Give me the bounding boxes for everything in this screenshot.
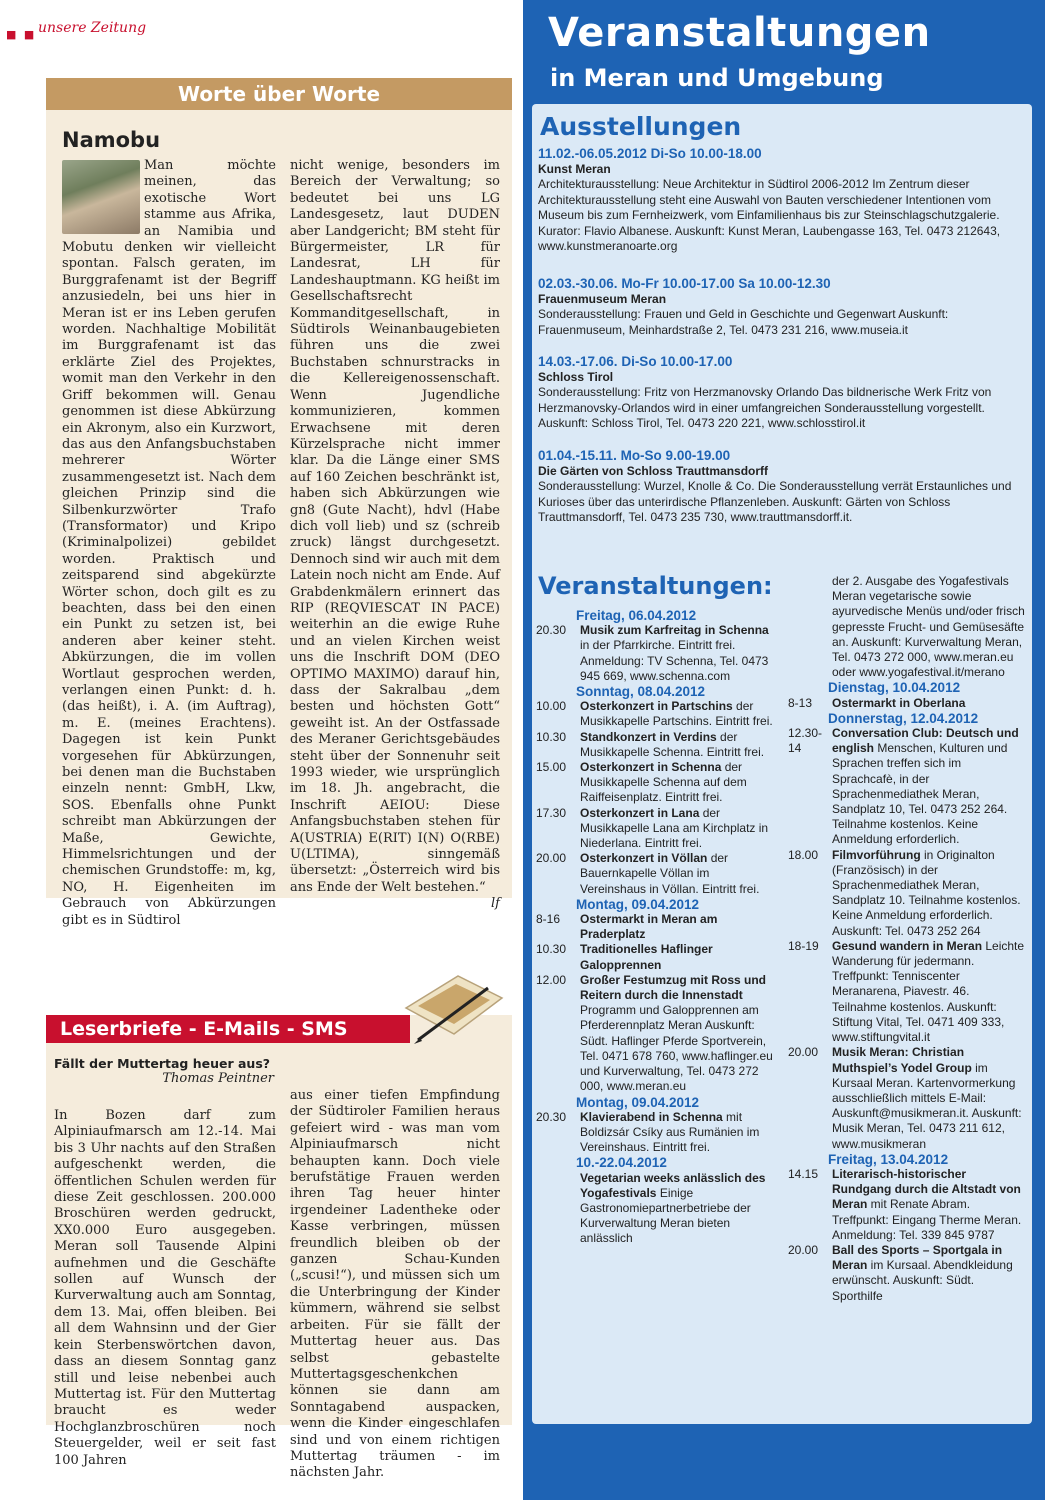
event-body (832, 726, 1026, 848)
event-time: 20.00 (788, 1242, 819, 1257)
letter-author: Thomas Peintner (162, 1071, 274, 1086)
exhibition-date: 11.02.-06.05.2012 Di-So 10.00-18.00 (538, 146, 762, 161)
event-body (832, 1167, 1026, 1243)
event-time: 10.30 (536, 942, 567, 957)
event-body (832, 848, 1026, 939)
worte-column-2 (290, 158, 500, 913)
event-title: Conversation Club: Deutsch und english (832, 726, 1019, 756)
event-body (580, 1171, 776, 1247)
event-time (536, 1171, 580, 1247)
event-item (788, 939, 1026, 1045)
event-text: im Kursaal Meran. Kartenvormerkung ausschließlich mittels E-Mail: Auskunft@musikmeran.it. Auskunft: Musik Meran, Tel. 0473 211 612, www.musikmeran (832, 1060, 1022, 1151)
event-body (580, 699, 776, 729)
event-time: 17.30 (536, 805, 567, 820)
events-column-1 (536, 608, 776, 1247)
event-time: 14.15 (788, 1166, 819, 1181)
leser-text-2: aus einer tiefen Empfindung der Südtiroler Familien heraus gefeiert wird - was man vom Alpiniaufmarsch nicht behaupten kann. Doch viele berufstätige Frauen werden ihren Tag heuer hinter irgendeiner Ladentheke oder Kasse verbringen, müssen freundlich bleiben ob der ganzen Schau-Kunden („scusi!“), und müssen sich um die Unterbringung der Kinder kümmern, während sie selbst arbeiten. Für sie fällt der Muttertag heuer aus. Das selbst gebastelte Muttertagsgeschenkchen können sie dann am Sonntagabend auspacken, wenn die Kinder eingeschlafen sind und von einem richtigen Muttertag träumen - im nächsten Jahr. (290, 1088, 500, 1481)
event-item (788, 726, 1026, 848)
exhibition-text: Architekturausstellung: Neue Architektur in Südtirol 2006-2012 Im Zentrum dieser Architekturausstellung steht eine Auswahl von Bauten verschiedener Intentionen vom Museum bis zum Fernheizwerk, vom Einfamilienhaus bis zur Steinschlagschutzgalerie. Kurator: Flavio Albanese. Auskunft: Kunst Meran, Laubengasse 163, Tel. 0473 212643, www.kunstmeranoarte.org (538, 177, 1001, 253)
photo-spacer (62, 158, 144, 236)
event-text: Menschen, Kulturen und Sprachen treffen sich im Sprachcafè, in der Sprachenmediathek Meran, Sandplatz 10, Tel. 0473 252 264. Teilnahme kostenlos. Keine Anmeldung erforderlich. (832, 741, 1008, 847)
event-time: 18-19 (788, 938, 819, 953)
event-day-heading: Donnerstag, 12.04.2012 (828, 710, 979, 726)
event-text: im Kursaal. Abendkleidung erwünscht. Auskunft: Südt. Sporthilfe (832, 1258, 1013, 1303)
event-body (580, 942, 776, 972)
exhibition-item (538, 276, 1026, 338)
event-time: 18.00 (788, 847, 819, 862)
letter-headline: Fällt der Muttertag heuer aus? (54, 1056, 271, 1071)
exhibition-date: 01.04.-15.11. Mo-So 9.00-19.00 (538, 448, 731, 463)
panel-subtitle: in Meran und Umgebung (550, 64, 884, 92)
event-title: Ball des Sports – Sportgala in Meran (832, 1242, 1003, 1273)
event-title: Klavierabend in Schenna (580, 1109, 723, 1124)
event-day-heading: Sonntag, 08.04.2012 (576, 684, 706, 700)
event-item (536, 1110, 776, 1156)
event-time: 20.30 (536, 1109, 567, 1124)
event-title: Gesund wandern in Meran (832, 938, 983, 953)
magazine-logo: unsere Zeitung (38, 20, 147, 36)
event-time: 20.00 (536, 851, 567, 866)
event-body (580, 1110, 776, 1156)
event-text: Programm und Galopprennen am Pferderennplatz Meran Auskunft: Südt. Haflinger Pferde Sportverein, Tel. 0471 678 760, www.haflinger.eu und Kurverwaltung, Tel. 0473 272 000, www.meran.eu (580, 1003, 773, 1094)
exhibition-title: Schloss Tirol (538, 369, 614, 384)
exhibition-title: Die Gärten von Schloss Trauttmansdorff (538, 463, 769, 478)
event-time: 8-13 (788, 695, 813, 710)
event-title: Musik zum Karfreitag in Schenna (580, 623, 769, 638)
event-text: in der Pfarrkirche. Eintritt frei. Anmeldung: TV Schenna, Tel. 0473 945 669, www.schenna.com (580, 638, 769, 683)
events-column-2 (788, 574, 1026, 1304)
event-day-heading: Freitag, 13.04.2012 (828, 1151, 949, 1167)
event-title: Osterkonzert in Völlan (580, 851, 708, 866)
event-text: der Musikkapelle Schenna auf dem Raiffeisenplatz. Eintritt frei. (580, 760, 747, 805)
exhibition-title: Frauenmuseum Meran (538, 291, 667, 306)
event-title: Ostermarkt in Meran am Praderplatz (580, 912, 718, 942)
event-item (536, 1171, 776, 1247)
event-body (580, 851, 776, 897)
event-item (788, 1167, 1026, 1243)
leser-column-1 (54, 1108, 276, 1469)
event-time: 8-16 (536, 912, 561, 927)
event-time: 12.00 (536, 972, 567, 987)
exhibition-title: Kunst Meran (538, 161, 611, 176)
event-day-heading: Montag, 09.04.2012 (576, 896, 700, 912)
event-title: Filmvorführung (832, 847, 921, 862)
event-item (536, 623, 776, 684)
event-body (580, 806, 776, 852)
article-heading: Namobu (62, 128, 161, 152)
event-body (832, 574, 1026, 680)
event-body (832, 939, 1026, 1045)
event-time: 12.30-14 (788, 726, 823, 756)
exhibition-item (538, 354, 1026, 432)
exhibition-item (538, 146, 1026, 255)
event-text: in Originalton (Französisch) in der Sprachenmediathek Meran, Sandplatz 10. Teilnahme kostenlos. Keine Anmeldung erforderlich. Auskunft: Tel. 0473 252 264 (832, 847, 1021, 938)
event-text: Einige Gastronomiepartnerbetriebe der Kurverwaltung Meran bieten anlässlich (580, 1185, 751, 1246)
header-dots: ■ ■ (6, 28, 37, 41)
event-title: Ostermarkt in Oberlana (832, 695, 966, 710)
event-text: mit Renate Abram. Treffpunkt: Eingang Therme Meran. Anmeldung: Tel. 339 845 9787 (832, 1197, 1022, 1242)
exhibition-text: Sonderausstellung: Fritz von Herzmanovsky Orlando Das bildnerische Werk Fritz von Herzmanovsky-Orlandos wird in einer umfangreichen Sonderausstellung vorgestellt. Auskunft: Schloss Tirol, Tel. 0473 220 221, www.schlosstirol.it (538, 385, 992, 430)
event-time: 15.00 (536, 760, 567, 775)
event-title: Großer Festumzug mit Ross und Reitern durch die Innenstadt (580, 972, 767, 1003)
event-item (788, 696, 1026, 711)
event-item (536, 699, 776, 729)
event-title: Literarisch-historischer Rundgang durch die Altstadt von Meran (832, 1166, 1021, 1212)
event-text: der 2. Ausgabe des Yogafestivals Meran vegetarische sowie ayurvedische Menüs und/oder frisch gepresste Frucht- und Gemüsesäfte an. Auskunft: Kurverwaltung Meran, Tel. 0473 272 000, www.meran.eu oder www.yogafestival.it/merano (832, 574, 1025, 680)
event-title: Standkonzert in Verdins (580, 729, 717, 744)
event-text: der Musikkapelle Schenna. Eintritt frei. (580, 729, 765, 759)
event-body (832, 696, 1026, 711)
event-body (832, 1045, 1026, 1151)
event-item (788, 574, 1026, 680)
event-day-heading: 10.-22.04.2012 (576, 1155, 667, 1171)
event-title: Osterkonzert in Lana (580, 805, 700, 820)
worte-column-1 (62, 158, 276, 929)
event-body (580, 760, 776, 806)
event-item (536, 851, 776, 897)
envelope-pen-icon (398, 968, 508, 1058)
event-day-heading: Freitag, 06.04.2012 (576, 608, 697, 623)
event-body (580, 912, 776, 942)
exhibitions-heading: Ausstellungen (540, 112, 742, 141)
exhibition-date: 02.03.-30.06. Mo-Fr 10.00-17.00 Sa 10.00-12.30 (538, 276, 831, 291)
event-text: der Musikkapelle Lana am Kirchplatz in Niederlana. Eintritt frei. (580, 805, 769, 851)
event-day-heading: Montag, 09.04.2012 (576, 1094, 700, 1110)
event-title: Osterkonzert in Partschins (580, 699, 733, 714)
event-body (580, 973, 776, 1095)
event-item (788, 1243, 1026, 1304)
event-text: mit Boldizsár Csíky aus Rumänien im Vereinshaus. Eintritt frei. (580, 1109, 760, 1155)
event-title: Traditionelles Haflinger Galopprennen (580, 942, 713, 972)
event-item (788, 1045, 1026, 1151)
signature: lf (491, 896, 500, 912)
event-time: 20.30 (536, 623, 567, 638)
exhibition-item (538, 448, 1026, 526)
event-item (788, 848, 1026, 939)
event-title: Musik Meran: Christian Muthspiel’s Yodel Group (832, 1045, 972, 1075)
event-item (536, 973, 776, 1095)
event-time: 10.30 (536, 729, 567, 744)
event-item (536, 730, 776, 760)
event-title: Osterkonzert in Schenna (580, 760, 722, 775)
panel-title: Veranstaltungen (548, 10, 931, 56)
event-time: 10.00 (536, 699, 567, 714)
event-text: Leichte Wanderung für jedermann. Treffpunkt: Tenniscenter Meranarena, Piavestr. 46. Teilnahme kostenlos. Auskunft: Stiftung Vital, Tel. 0471 409 333, www.stiftungvital.it (832, 938, 1025, 1045)
event-item (536, 912, 776, 942)
event-item (536, 760, 776, 806)
worte-banner: Worte über Worte (46, 78, 512, 110)
event-body (580, 730, 776, 760)
event-text: der Bauernkapelle Völlan im Vereinshaus in Völlan. Eintritt frei. (580, 851, 760, 896)
exhibition-text: Sonderausstellung: Wurzel, Knolle & Co. Die Sonderausstellung verrät Erstaunliches und Kurioses über das unterirdische Pflanzenleben. Auskunft: Gärten von Schloss Trauttmansdorff, Tel. 0473 235 730, www.trauttmansdorff.it. (538, 479, 1012, 524)
worte-text-2: nicht wenige, besonders im Bereich der Verwaltung; so bedeutet bei uns LG Landesgesetz, laut DUDEN aber Landgericht; BM steht für Bürgermeister, LR für Landesrat, LH für Landeshauptmann. KG heißt im Gesellschaftsrecht Kommanditgesellschaft, in Südtirols Weinanbaugebieten führen uns die zwei Buchstaben schnurstracks in die Kellereigenossenschaft. Wenn Jugendliche kommunizieren, kommen Erwachsene mit deren Kürzelsprache nicht immer klar. Da die Länge einer SMS auf 160 Zeichen beschränkt ist, haben sich Abkürzungen wie gn8 (Gute Nacht), hdvl (Habe dich voll lieb) und sz (schreib zruck) längst durchgesetzt. Dennoch sind wir auch mit dem Latein noch nicht am Ende. Auf Grabdenkmälern erinnert das RIP (REQVIESCAT IN PACE) weiterhin an die ewige Ruhe und an vielen Kirchen weist uns die Inschrift DOM (DEO OPTIMO MAXIMO) darauf hin, dass der Sakralbau „dem besten und höchsten Gott“ geweiht ist. An der Ostfassade des Meraner Gerichtsgebäudes steht über der Sonnenuhr seit 1993 wieder, wie ursprünglich im 18. Jh. angebracht, die Inschrift AEIOU: Diese Anfangsbuchstaben stehen für A(USTRIA) E(RIT) I(N) O(RBE) U(LTIMA), sinngemäß übersetzt: „Österreich wird bis ans Ende der Welt bestehen.“ (290, 158, 500, 895)
event-body (832, 1243, 1026, 1304)
event-item (536, 806, 776, 852)
event-title: Vegetarian weeks anlässlich des Yogafestivals (580, 1170, 766, 1200)
event-item (536, 942, 776, 972)
event-text: der Musikkapelle Partschins. Eintritt frei. (580, 699, 773, 729)
events-heading: Veranstaltungen: (538, 572, 773, 600)
leser-banner: Leserbriefe - E-Mails - SMS (46, 1015, 410, 1043)
event-time: 20.00 (788, 1045, 819, 1060)
exhibition-text: Sonderausstellung: Frauen und Geld in Geschichte und Gegenwart Auskunft: Frauenmuseum, Meinhardstraße 2, Tel. 0473 231 216, www.museia.it (538, 307, 949, 337)
leser-column-2 (290, 1088, 500, 1482)
exhibition-date: 14.03.-17.06. Di-So 10.00-17.00 (538, 354, 733, 369)
event-body (580, 623, 776, 684)
event-time (788, 574, 832, 680)
event-day-heading: Dienstag, 10.04.2012 (828, 680, 961, 696)
leser-text-1: In Bozen darf zum Alpiniaufmarsch am 12.-14. Mai bis 3 Uhr nachts auf den Straßen aufgeschenkt werden, die öffentlichen Schulen werden für diese Zeit geschlossen. 200.000 Broschüren werden gedruckt, XX0.000 Euro ausgegeben. Meran soll Tausende Alpini aufnehmen und die Geschäfte sollen auf Wunsch der Kurverwaltung auch am Sonntag, dem 13. Mai, offen bleiben. Bei all dem Wahnsinn und der Gier kein Sterbenswörtchen davon, dass an diesem Sonntag ganz still und leise nebenbei auch Muttertag ist. Für den Muttertag braucht es weder Hochglanzbroschüren noch Steuergelder, weil er seit fast 100 Jahren (54, 1108, 276, 1468)
worte-text-1: Man möchte meinen, das exotische Wort stamme aus Afrika, an Namibia und Mobutu denken wir vielleicht spontan. Falsch geraten, im Burggrafenamt ist der Begriff anzusiedeln, bei uns hier in Meran ist er ins Leben gerufen worden. Nachhaltige Mobilität im Burggrafenamt ist das erklärte Ziel des Projektes, womit man den Verkehr in den Griff bekommen will. Genau genommen ist diese Abkürzung ein Akronym, also ein Kurzwort, das aus den Anfangsbuchstaben mehrerer Wörter zusammengesetzt ist. Nach dem gleichen Prinzip sind die Silbenkurzwörter Trafo (Transformator) und Kripo (Kriminalpolizei) gebildet worden. Praktisch und zeitsparend sind abgekürzte Wörter schon, doch gilt es zu beachten, dass bei den einen ein Punkt zu setzen ist, bei anderen aber keiner steht. Abkürzungen, die im vollen Wortlaut gesprochen werden, verlangen einen Punkt: d. h. (das heißt), i. A. (im Auftrag), m. E. (meines Erachtens). Dagegen ist kein Punkt vorgesehen für Abkürzungen, bei denen man die Buchstaben einzeln nennt: GmbH, Lkw, SOS. Ebenfalls ohne Punkt schreibt man Abkürzungen der Maße, Gewichte, Himmelsrichtungen und der chemischen Grundstoffe: m, kg, NO, H. Eigenheiten im Gebrauch von Abkürzungen gibt es in Südtirol (62, 158, 276, 928)
